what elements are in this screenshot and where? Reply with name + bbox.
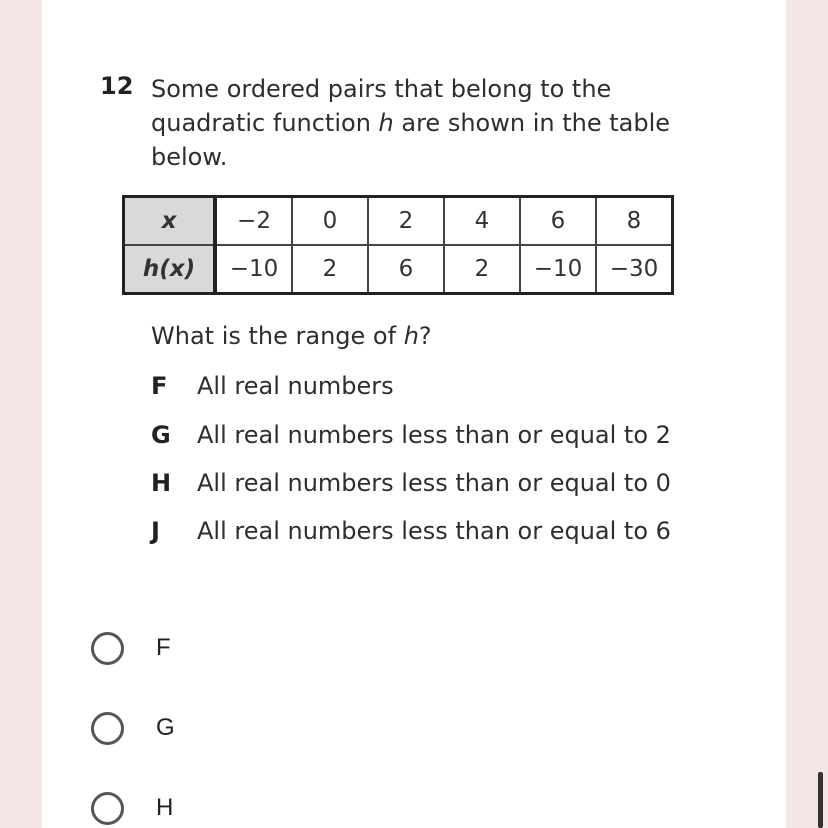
table-cell: −10 xyxy=(520,245,596,294)
table-cell: 2 xyxy=(444,245,520,294)
choice-letter: H xyxy=(151,469,172,497)
row-header-hx: h(x) xyxy=(124,245,216,294)
answer-option-g[interactable] xyxy=(91,708,175,748)
choice-letter: J xyxy=(151,517,160,545)
choice-letter: F xyxy=(151,372,168,400)
question-number: 12 xyxy=(100,72,134,100)
choice-g xyxy=(151,421,671,449)
table-cell: 6 xyxy=(520,197,596,246)
answer-option-h[interactable] xyxy=(91,788,173,828)
choice-j xyxy=(151,517,671,545)
radio-circle-icon[interactable] xyxy=(91,632,124,665)
answer-option-label[interactable]: G xyxy=(156,714,175,741)
choice-text: All real numbers less than or equal to 2 xyxy=(197,421,671,449)
scrollbar-thumb[interactable] xyxy=(818,772,823,828)
table-cell: 0 xyxy=(292,197,368,246)
answer-option-label[interactable]: F xyxy=(156,634,171,661)
choice-letter: G xyxy=(151,421,171,449)
radio-circle-icon[interactable] xyxy=(91,712,124,745)
answer-option-label[interactable]: H xyxy=(156,794,174,821)
radio-circle-icon[interactable] xyxy=(91,792,124,825)
answer-option-f[interactable] xyxy=(91,628,171,668)
table-cell: 2 xyxy=(292,245,368,294)
table-cell: 4 xyxy=(444,197,520,246)
choice-text: All real numbers xyxy=(197,372,394,400)
table-cell: −10 xyxy=(215,245,292,294)
table-row xyxy=(124,197,673,246)
choice-h xyxy=(151,469,671,497)
question-prompt: What is the range of h? xyxy=(151,322,432,350)
choice-text: All real numbers less than or equal to 6 xyxy=(197,517,671,545)
choice-text: All real numbers less than or equal to 0 xyxy=(197,469,671,497)
table-cell: −2 xyxy=(215,197,292,246)
question-text: Some ordered pairs that belong to the quadratic function h are shown in the table below. xyxy=(151,75,670,171)
table-row xyxy=(124,245,673,294)
table-cell: 6 xyxy=(368,245,444,294)
table-cell: 2 xyxy=(368,197,444,246)
row-header-x: x xyxy=(124,197,216,246)
table-cell: 8 xyxy=(596,197,673,246)
table-cell: −30 xyxy=(596,245,673,294)
ordered-pairs-table xyxy=(122,195,674,295)
choice-f xyxy=(151,372,394,400)
